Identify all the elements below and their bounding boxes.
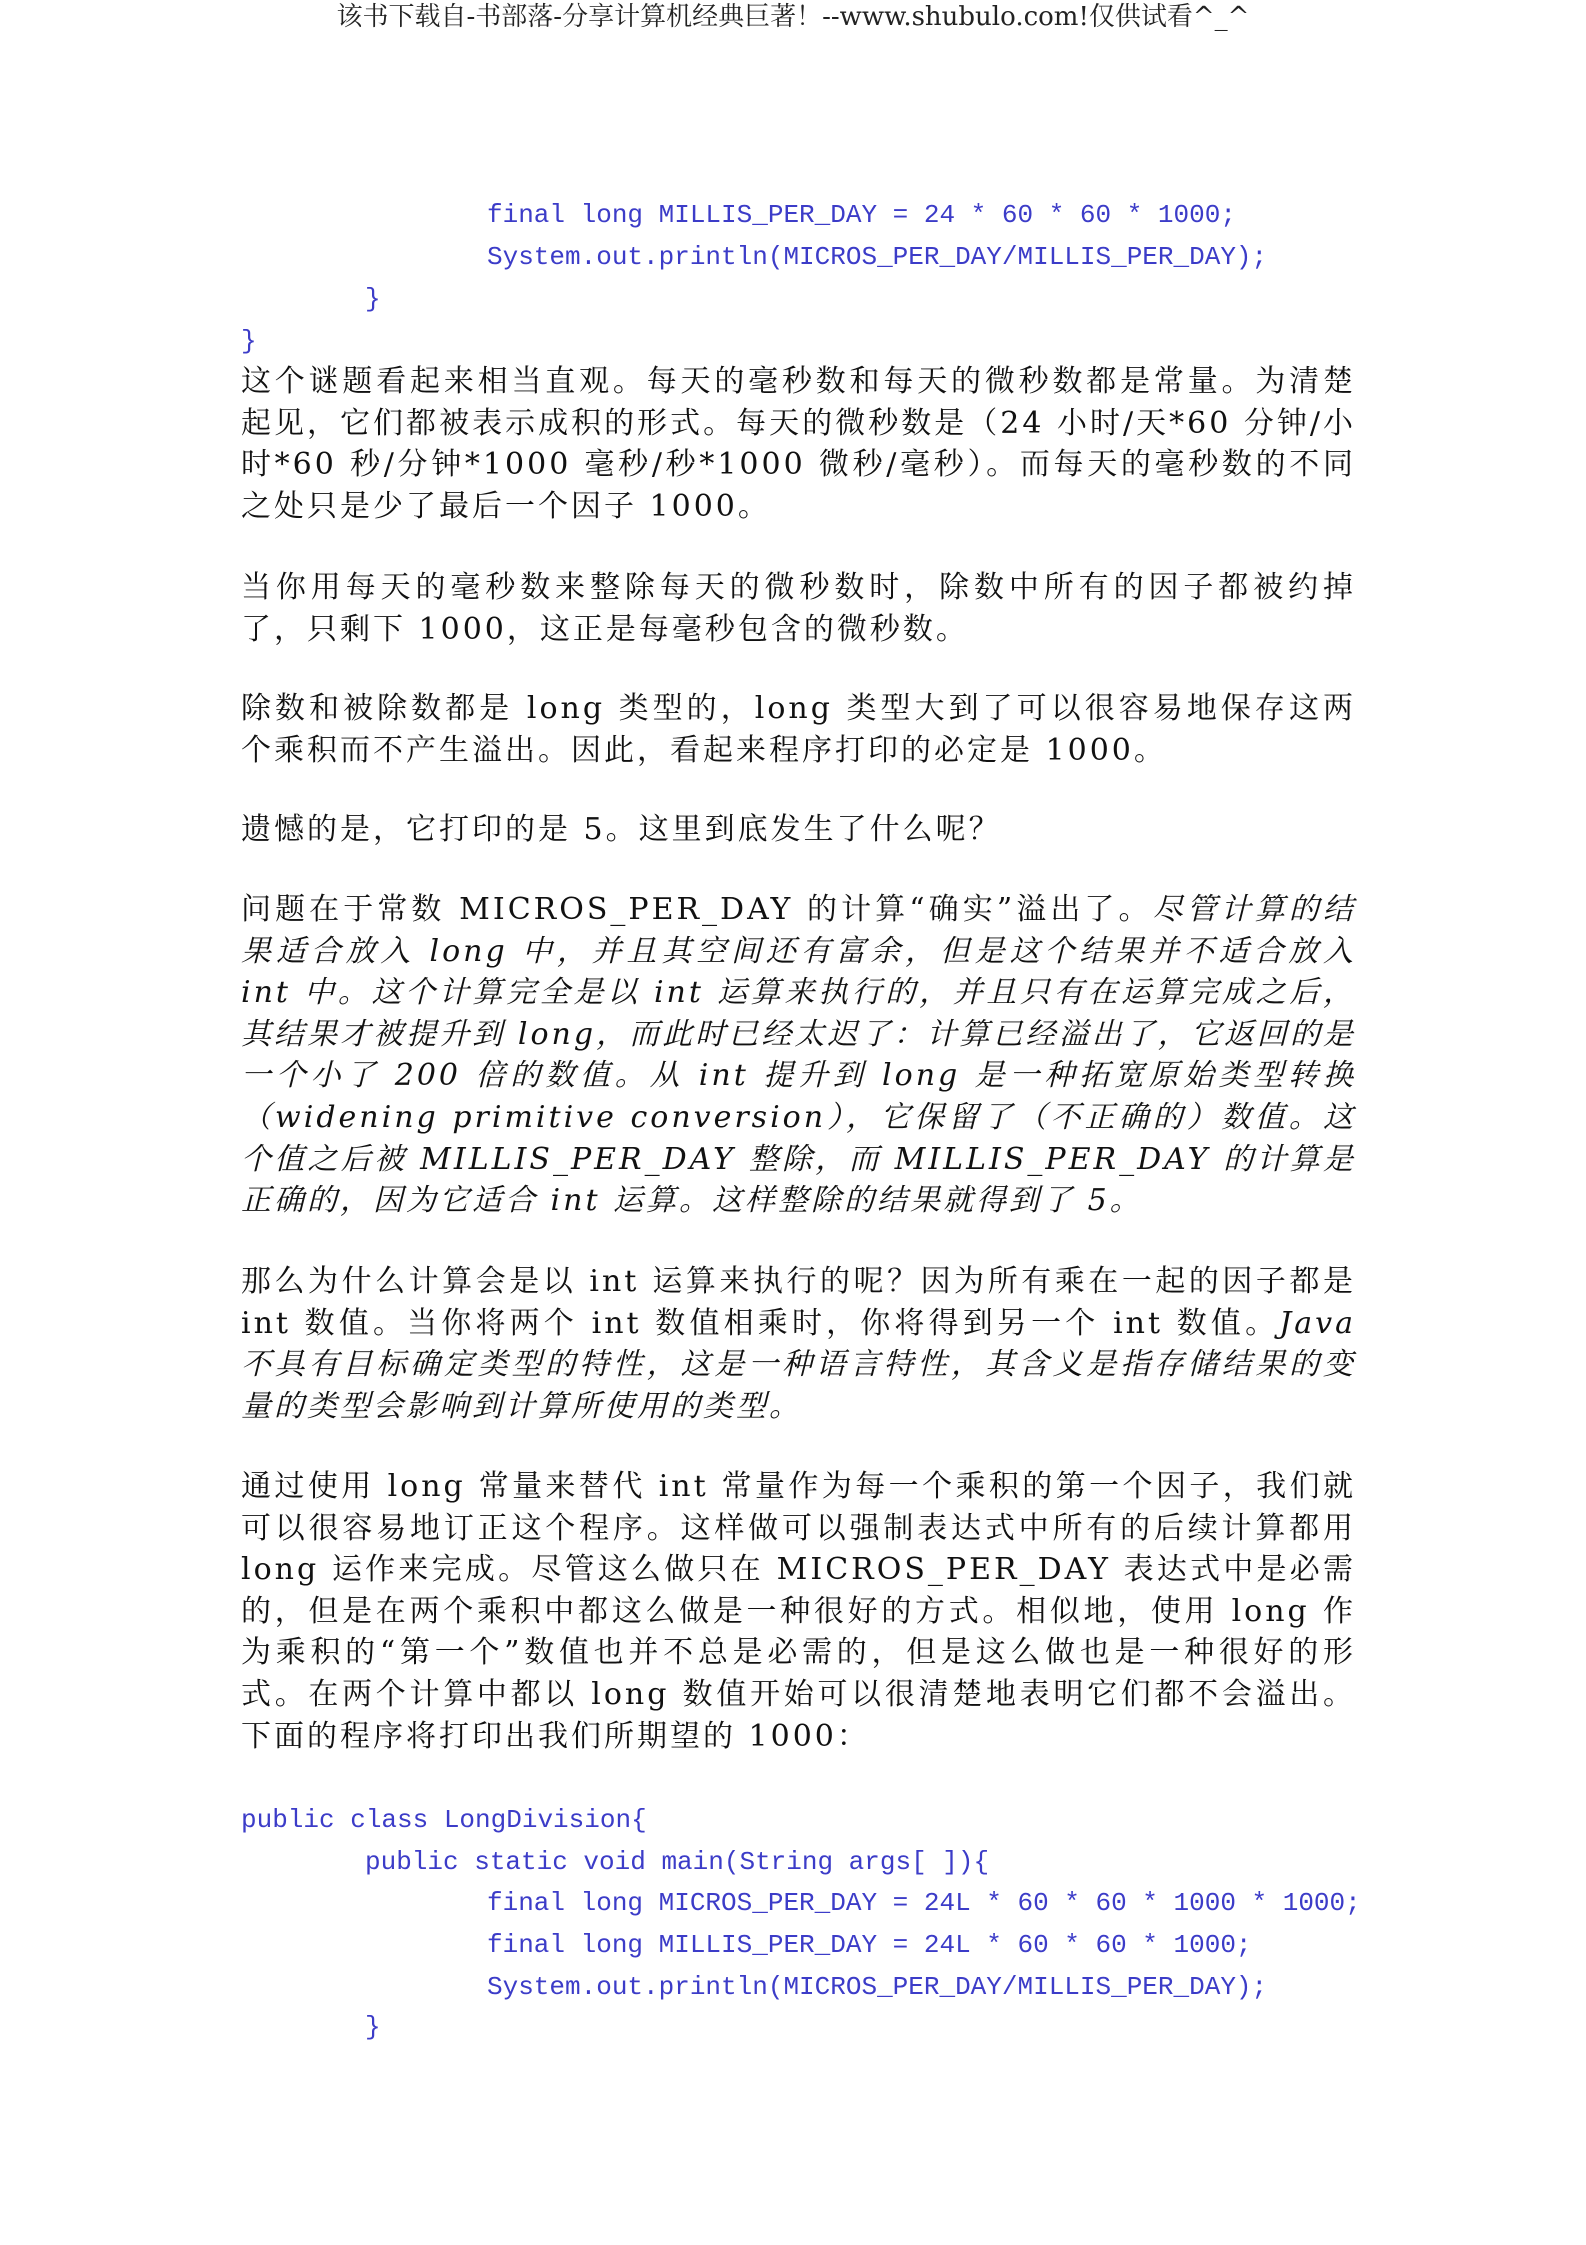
paragraph-text: 那么为什么计算会是以 int 运算来执行的呢？因为所有乘在一起的因子都是 int 数值。当你将两个 int 数值相乘时，你将得到另一个 int 数值。 [241,1264,1356,1341]
code-line: } [365,284,381,314]
paragraph-italic-text: 尽管计算的结果适合放入 long 中，并且其空间还有富余，但是这个结果并不适合放入 int 中。这个计算完全是以 int 运算来执行的，并且只有在运算完成之后，其结果才被提升到 long，而此时已经太迟了：计算已经溢出了，它返回的是一个小了 200 倍的数值。从 int 提升到 long 是一种拓宽原始类型转换（widening primitive conversion），它保留了（不正确的）数值。这个值之后被 MILLIS_PER_DAY 整除，而 MILLIS_PER_DAY 的计算是正确的，因为它适合 int 运算。这样整除的结果就得到了 5。 [241,892,1356,1219]
paragraph: 遗憾的是，它打印的是 5。这里到底发生了什么呢？ [241,812,1002,847]
paragraph-italic-text: Java 不具有目标确定类型的特性，这是一种语言特性，其含义是指存储结果的变量的类型会影响到计算所使用的类型。 [241,1305,1356,1424]
code-line: System.out.println(MICROS_PER_DAY/MILLIS_PER_DAY); [487,242,1268,272]
paragraph [241,889,1356,1222]
paragraph: 这个谜题看起来相当直观。每天的毫秒数和每天的微秒数都是常量。为清楚起见，它们都被表示成积的形式。每天的微秒数是（24 小时/天*60 分钟/小时*60 秒/分钟*1000 毫秒/秒*1000 微秒/毫秒）。而每天的毫秒数的不同之处只是少了最后一个因子 1000。 [241,364,1356,524]
code-line: public static void main(String args[ ]){ [365,1847,990,1877]
paragraph: 通过使用 long 常量来替代 int 常量作为每一个乘积的第一个因子，我们就可以很容易地订正这个程序。这样做可以强制表达式中所有的后续计算都用 long 运作来完成。尽管这么做只在 MICROS_PER_DAY 表达式中是必需的，但是在两个乘积中都这么做是一种很好的方式。相似地，使用 long 作为乘积的“第一个”数值也并不总是必需的，但是这么做也是一种很好的形式。在两个计算中都以 long 数值开始可以很清楚地表明它们都不会溢出。下面的程序将打印出我们所期望的 1000： [241,1469,1356,1754]
paragraph-text: 问题在于常数 MICROS_PER_DAY 的计算“确实”溢出了。 [241,892,1153,927]
code-line: System.out.println(MICROS_PER_DAY/MILLIS_PER_DAY); [487,1972,1268,2002]
code-line: final long MILLIS_PER_DAY = 24 * 60 * 60 * 1000; [487,200,1236,230]
paragraph: 当你用每天的毫秒数来整除每天的微秒数时，除数中所有的因子都被约掉了，只剩下 1000，这正是每毫秒包含的微秒数。 [241,570,1356,647]
paragraph: 除数和被除数都是 long 类型的，long 类型大到了可以很容易地保存这两个乘积而不产生溢出。因此，看起来程序打印的必定是 1000。 [241,691,1356,768]
code-line: } [241,326,257,356]
code-line: final long MILLIS_PER_DAY = 24L * 60 * 60 * 1000; [487,1930,1252,1960]
paragraph [241,1261,1356,1427]
code-line: final long MICROS_PER_DAY = 24L * 60 * 60 * 1000 * 1000; [487,1888,1361,1918]
page-header-watermark: 该书下载自-书部落-分享计算机经典巨著！--www.shubulo.com!仅供试看^_^ [336,2,1250,32]
code-line: public class LongDivision{ [241,1805,647,1835]
code-line: } [365,2012,381,2042]
